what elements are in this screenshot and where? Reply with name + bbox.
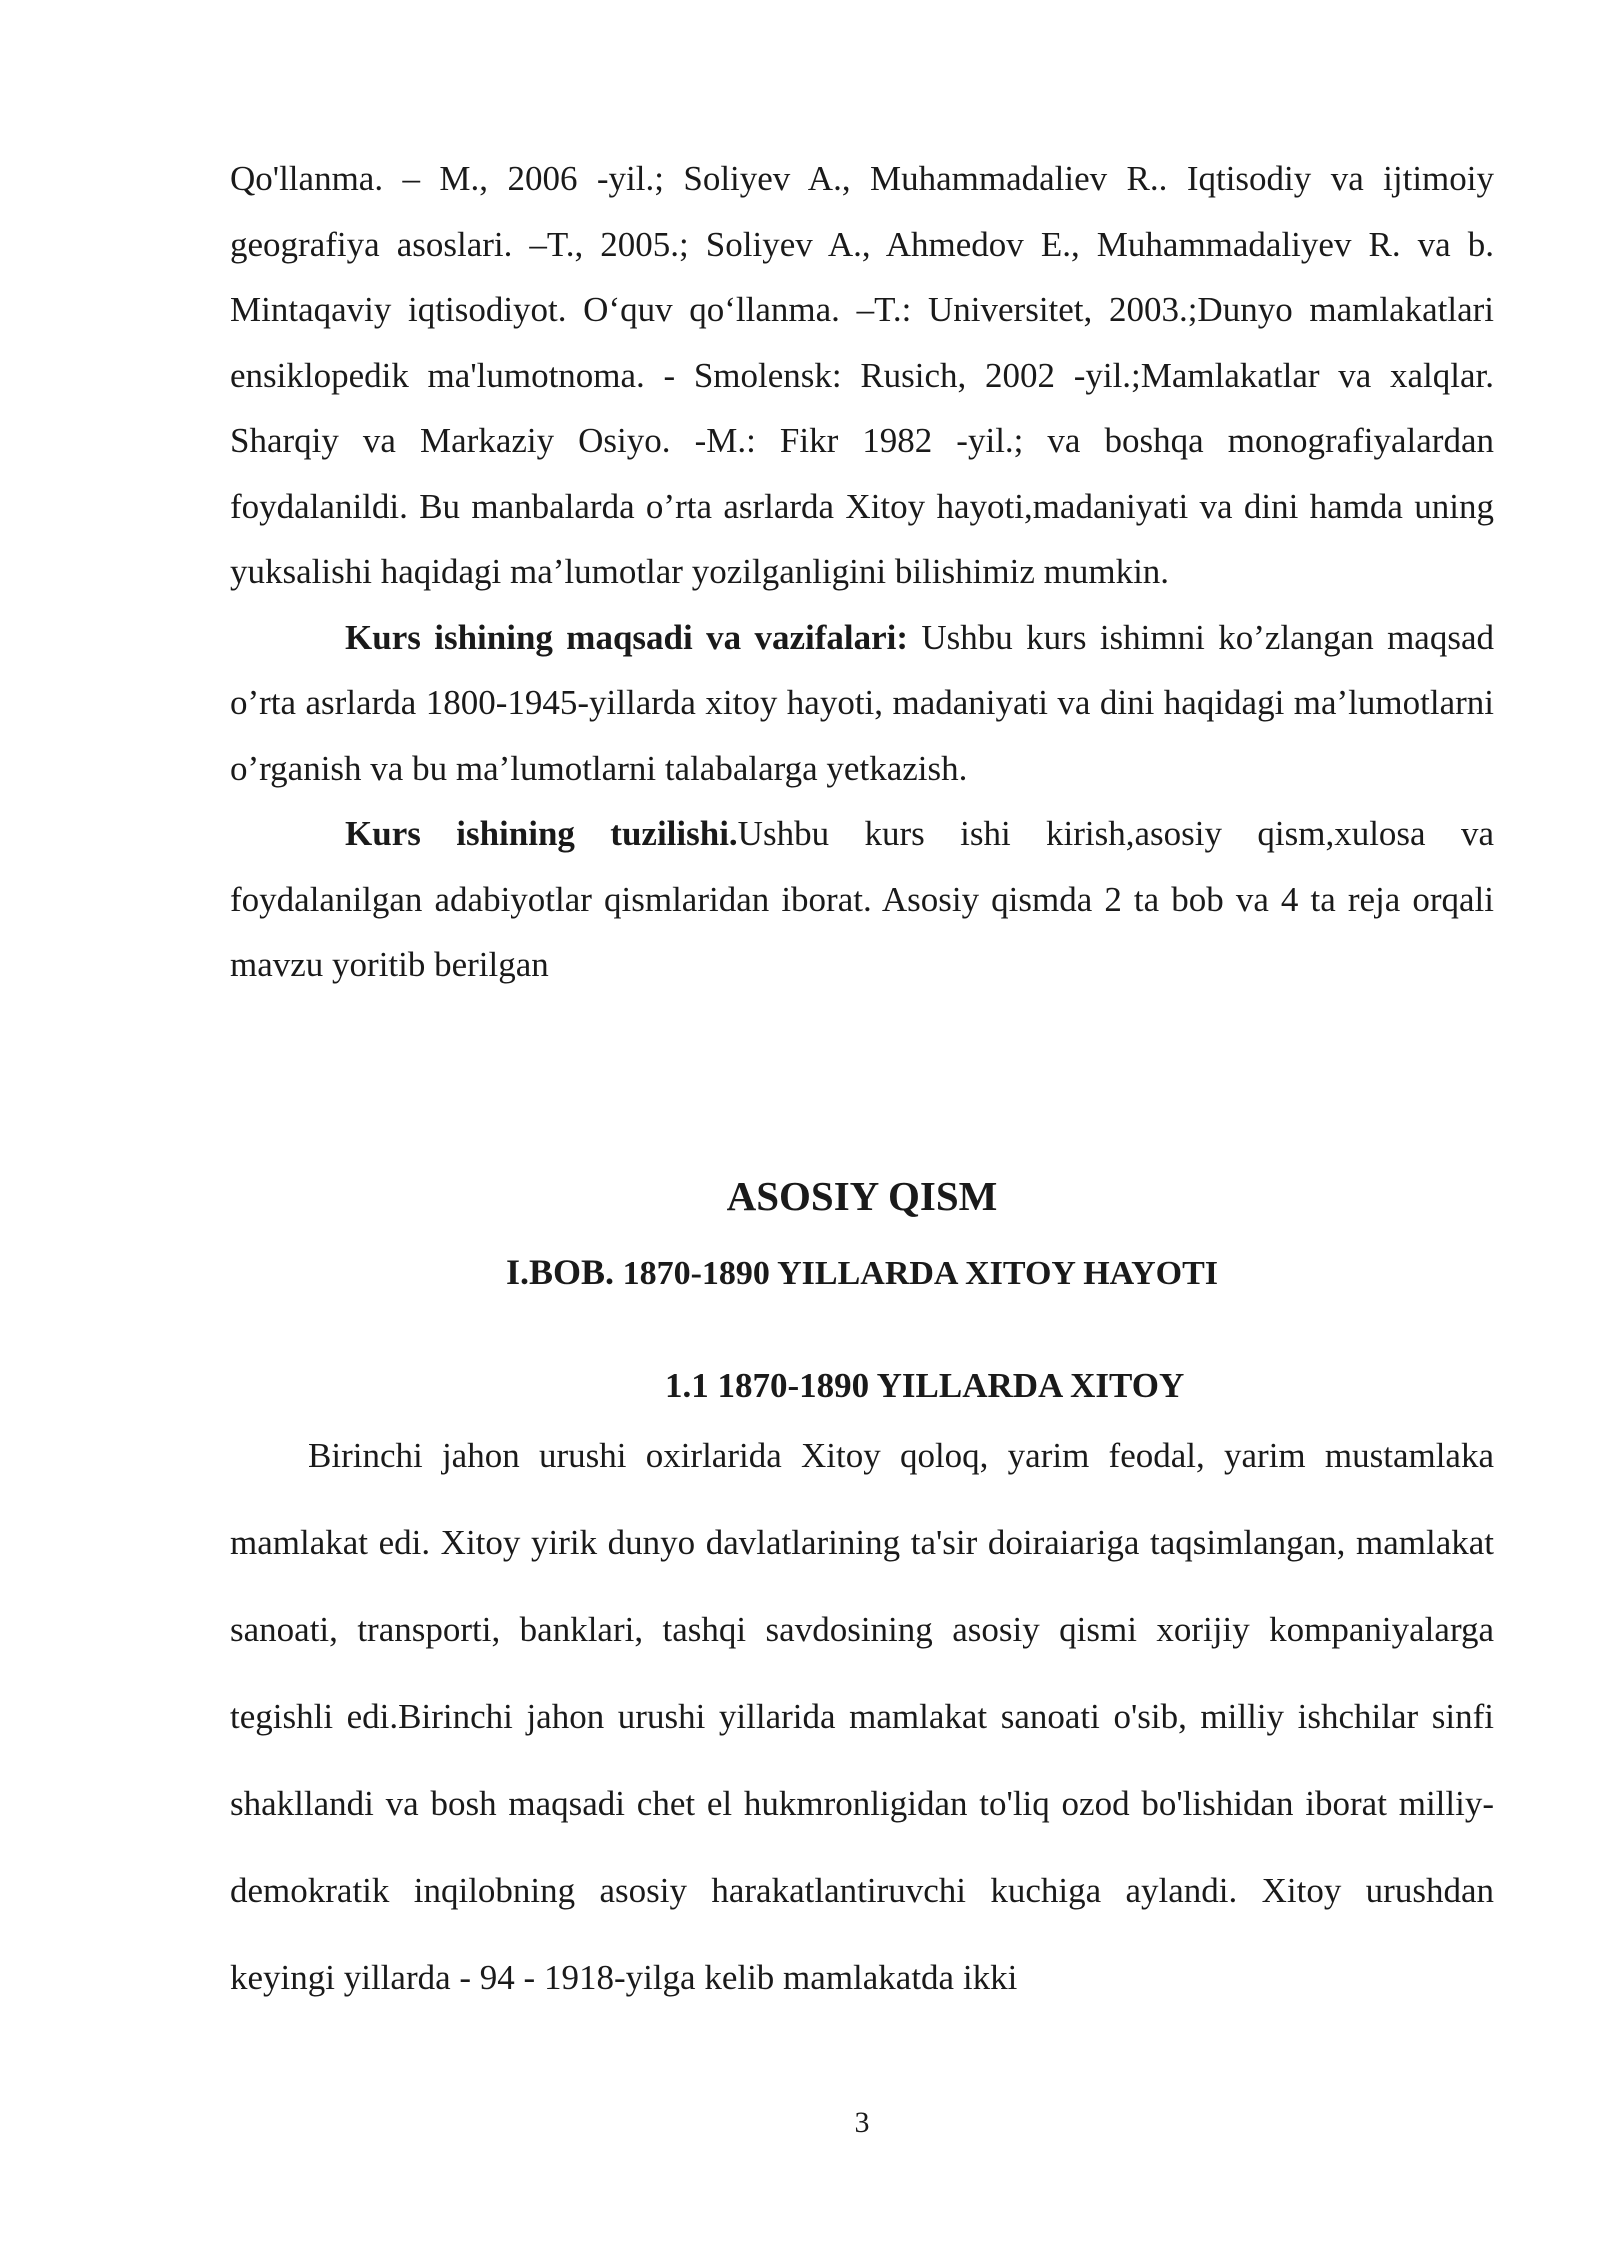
chapter-heading bbox=[230, 1244, 1494, 1302]
goals-label: Kurs ishining maqsadi va vazifalari: bbox=[345, 617, 909, 657]
goals-paragraph bbox=[230, 605, 1494, 802]
structure-paragraph bbox=[230, 801, 1494, 998]
structure-label: Kurs ishining tuzilishi. bbox=[345, 814, 738, 853]
page-number: 3 bbox=[854, 2106, 870, 2139]
goals-text: Ushbu kurs ishimni ko’zlangan maqsad o’rta asrlarda 1800-1945-yillarda xitoy hayoti, madaniyati va dini haqidagi ma’lumotlarni o’rganish va bu ma’lumotlarni talabalarga yetkazish. bbox=[230, 617, 1494, 788]
intro-section bbox=[230, 146, 1494, 998]
main-part-heading: ASOSIY QISM bbox=[726, 1173, 998, 1219]
chapter-prefix: I.BOB. bbox=[506, 1252, 615, 1292]
chapter-title: 1870-1890 YILLARDA XITOY HAYOTI bbox=[614, 1255, 1218, 1292]
references-paragraph: Qo'llanma. – M., 2006 -yil.; Soliyev A., Muhammadaliev R.. Iqtisodiy va ijtimoiy geografiya asoslari. –T., 2005.; Soliyev A., Ahmedov E., Muhammadaliyev R. va b. Mintaqaviy iqtisodiyot. O‘quv qo‘llanma. –T.: Universitet, 2003.;Dunyo mamlakatlari ensiklopedik ma'lumotnoma. - Smolensk: Rusich, 2002 -yil.;Mamlakatlar va xalqlar. Sharqiy va Markaziy Osiyo. -M.: Fikr 1982 -yil.; va boshqa monografiyalardan foydalanildi. Bu manbalarda o’rta asrlarda Xitoy hayoti,madaniyati va dini hamda uning yuksalishi haqidagi ma’lumotlar yozilganligini bilishimiz mumkin. bbox=[230, 159, 1494, 591]
body-section bbox=[230, 1412, 1494, 2021]
structure-text: Ushbu kurs ishi kirish,asosiy qism,xulosa va foydalanilgan adabiyotlar qismlaridan iborat. Asosiy qismda 2 ta bob va 4 ta reja orqali mavzu yoritib berilgan bbox=[230, 814, 1494, 984]
body-paragraph: Birinchi jahon urushi oxirlarida Xitoy qoloq, yarim feodal, yarim mustamlaka mamlakat edi. Xitoy yirik dunyo davlatlarining ta'sir doiraiariga taqsimlangan, mamlakat sanoati, transporti, banklari, tashqi savdosining asosiy qismi xorijiy kompaniyalarga tegishli edi.Birinchi jahon urushi yillarida mamlakat sanoati o'sib, milliy ishchilar sinfi shakllandi va bosh maqsadi chet el hukmronligidan to'liq ozod bo'lishidan iborat milliy-demokratik inqilobning asosiy harakatlantiruvchi kuchiga aylandi. Xitoy urushdan keyingi yillarda - 94 - 1918-yilga kelib mamlakatda ikki bbox=[230, 1436, 1494, 1997]
section-heading: 1.1 1870-1890 YILLARDA XITOY bbox=[665, 1366, 1185, 1405]
